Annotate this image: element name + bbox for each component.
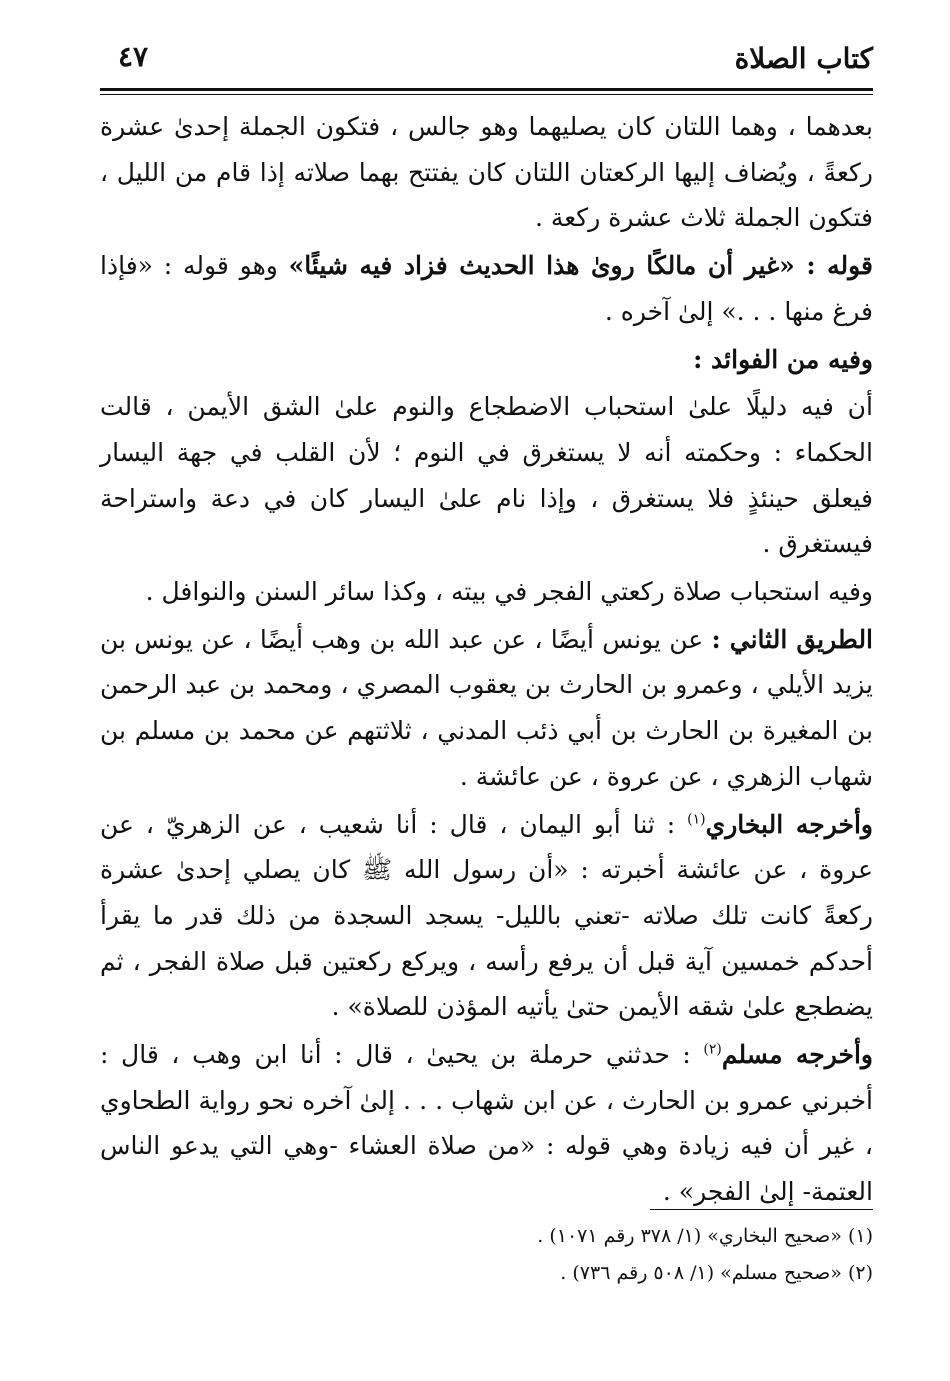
paragraph-text: وهو قوله : «فإذا فرغ منها . . .» إلىٰ آخره . [100,251,873,326]
paragraph: بعدهما ، وهما اللتان كان يصليهما وهو جالس ، فتكون الجملة إحدىٰ عشرة ركعةً ، ويُضاف إليها الركعتان اللتان كان يفتتح بهما صلاته إذا قام من الليل ، فتكون الجملة ثلاث عشرة ركعة . [100,112,873,233]
section-heading-text: وفيه من الفوائد : [693,344,873,374]
header-divider-thin [100,94,873,95]
paragraph-text: : حدثني حرملة بن يحيىٰ ، قال : أنا ابن وهب ، قال : أخبرني عمرو بن الحارث ، عن ابن شهاب . . . إلىٰ آخره نحو رواية الطحاوي ، غير أن فيه زيادة وهي قوله : «من صلاة العشاء -وهي التي يدعو الناس العتمة- إلىٰ الفجر» . [100,1040,873,1207]
paragraph [100,243,873,334]
paragraph-text: عن يونس أيضًا ، عن عبد الله بن وهب أيضًا ، عن يونس بن يزيد الأيلي ، وعمرو بن الحارث بن يعقوب المصري ، ومحمد بن عبد الرحمن بن المغيرة بن الحارث بن أبي ذئب المدني ، ثلاثتهم عن محمد بن مسلم بن شهاب الزهري ، عن عروة ، عن عائشة . [100,624,873,791]
paragraph: وفيه استحباب صلاة ركعتي الفجر في بيته ، وكذا سائر السنن والنوافل . [145,577,873,607]
footnote: (٢) «صحيح مسلم» (١/ ٥٠٨ رقم ٧٣٦) . [560,1262,873,1284]
section-heading [100,337,873,383]
footnote-divider [650,1209,873,1210]
header-divider [100,88,873,91]
paragraph: أن فيه دليلًا علىٰ استحباب الاضطجاع والنوم علىٰ الشق الأيمن ، قالت الحكماء : وحكمته أنه لا يستغرق في النوم ؛ لأن القلب في جهة اليسار فيعلق حينئذٍ فلا يستغرق ، وإذا نام علىٰ اليسار كان في دعة واستراحة فيستغرق . [100,392,873,559]
main-text [100,104,873,1215]
paragraph-text: : ثنا أبو اليمان ، قال : أنا شعيب ، عن الزهريّ ، عن عروة ، عن عائشة أخبرته : «أن رسول الله ﷺ كان يصلي إحدىٰ عشرة ركعةً كانت تلك صلاته -تعني بالليل- يسجد السجدة من ذلك قدر ما يقرأ أحدكم خمسين آية قبل أن يرفع رأسه ، ويركع ركعتين قبل صلاة الفجر ، ثم يضطجع علىٰ شقه الأيمن حتىٰ يأتيه المؤذن للصلاة» . [100,809,873,1022]
page-header [100,38,873,88]
page-title: كتاب الصلاة [734,42,873,75]
footnotes [100,1218,873,1292]
paragraph [100,802,873,1031]
footnote: (١) «صحيح البخاري» (١/ ٣٧٨ رقم ١٠٧١) . [537,1225,873,1247]
paragraph [100,1032,873,1215]
footnote-ref[interactable]: (١) [687,811,706,828]
footnote-ref[interactable]: (٢) [703,1041,722,1058]
source-heading: وأخرجه مسلم [721,1040,873,1070]
paragraph [100,617,873,800]
page-number: ٤٧ [118,40,149,73]
quoted-phrase: قوله : «غير أن مالكًا رویٰ هذا الحديث فزاد فيه شيئًا» [288,251,873,281]
route-heading: الطريق الثاني : [711,624,874,654]
source-heading: وأخرجه البخاري [705,809,873,839]
